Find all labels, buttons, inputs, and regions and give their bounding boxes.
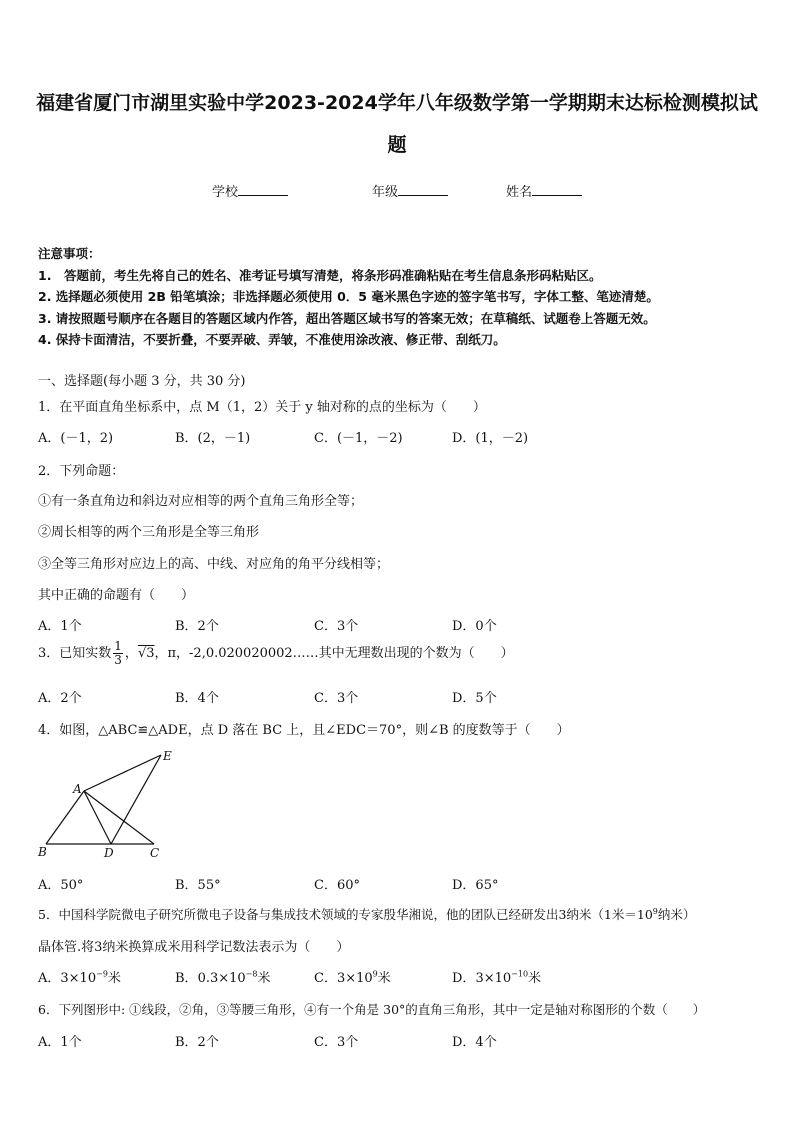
q6-option-d: D．4个 — [452, 1035, 497, 1050]
question-6-stem: 6．下列图形中: ①线段，②角，③等腰三角形，④有一个角是 30°的直角三角形，其中一定是轴对称图形的个数（ ） — [38, 1002, 706, 1017]
segment-ad — [84, 791, 111, 844]
exam-title: 福建省厦门市湖里实验中学2023-2024学年八年级数学第一学期期末达标检测模拟试 — [36, 92, 758, 114]
segment-ae — [84, 755, 161, 791]
school-field: 学校 — [212, 181, 288, 200]
section-heading: 一、选择题(每小题 3 分，共 30 分) — [38, 374, 246, 389]
q3-option-a: A．2个 — [38, 691, 82, 706]
q2-option-d: D．0个 — [452, 619, 497, 634]
label-e: E — [163, 749, 172, 763]
q1-option-d: D．(1，－2) — [452, 431, 529, 446]
q4-option-c: C．60° — [314, 878, 360, 893]
q2-question: 其中正确的命题有（ ） — [38, 588, 195, 603]
q1-option-a: A．(－1，2) — [38, 431, 114, 446]
label-b: B — [38, 845, 47, 859]
q1-option-c: C．(－1，－2) — [314, 431, 403, 446]
q3-option-c: C．3个 — [314, 691, 359, 706]
q2-option-b: B．2个 — [175, 619, 219, 634]
exam-title-continued: 题 — [387, 134, 407, 156]
q4-option-b: B．55° — [175, 878, 221, 893]
name-field: 姓名 — [506, 181, 582, 200]
notes — [38, 243, 659, 351]
segment-ab — [46, 791, 84, 844]
segment-ac — [84, 791, 154, 844]
q2-statement-3: ③全等三角形对应边上的高、中线、对应角的角平分线相等； — [38, 557, 390, 572]
q3-option-b: B．4个 — [175, 691, 219, 706]
q5-option-b: B．$0.3\times 10^{-8}$米 — [175, 969, 271, 986]
q2-option-a: A．1个 — [38, 619, 82, 634]
question-5-stem-line2: 晶体管.将3纳米换算成米用科学记数法表示为（ ） — [38, 940, 350, 955]
question-4-stem: 4．如图，△ABC≌△ADE，点 D 落在 BC 上，且∠EDC＝70°，则∠B 的度数等于（ ） — [38, 723, 570, 738]
note-item: 3. 请按照题号顺序在各题目的答题区域内作答，超出答题区域书写的答案无效；在草稿纸、试题卷上答题无效。 — [38, 310, 656, 326]
q4-option-d: D．65° — [452, 878, 499, 893]
notes-heading: 注意事项： — [38, 246, 101, 261]
question-2-stem: 2．下列命题： — [38, 464, 125, 479]
grade-field: 年级 — [372, 181, 448, 200]
note-item: 4. 保持卡面清洁，不要折叠，不要弄破、弄皱，不准使用涂改液、修正带、刮纸刀。 — [38, 332, 506, 347]
q6-option-c: C．3个 — [314, 1035, 359, 1050]
note-item: 2. 选择题必须使用 2B 铅笔填涂；非选择题必须使用 0．5 毫米黑色字迹的签字笔书写，字体工整、笔迹清楚。 — [38, 289, 659, 304]
q5-option-a: A．$3\times 10^{-9}$米 — [38, 969, 121, 986]
q2-statement-1: ①有一条直角边和斜边对应相等的两个直角三角形全等； — [38, 494, 364, 509]
question-3-stem: 3．已知实数 $\frac{1}{3}$ ，√3，π，-2,0.020020002……其中无理数出现的个数为（ ） — [38, 639, 514, 667]
label-d: D — [104, 846, 114, 860]
triangle-figure — [32, 748, 182, 863]
label-c: C — [150, 846, 160, 860]
q4-option-a: A．50° — [38, 878, 84, 893]
q3-option-d: D．5个 — [452, 691, 497, 706]
q2-option-c: C．3个 — [314, 619, 359, 634]
q6-option-a: A．1个 — [38, 1035, 82, 1050]
q1-option-b: B．(2，－1) — [175, 431, 251, 446]
q2-statement-2: ②周长相等的两个三角形是全等三角形 — [38, 525, 260, 540]
label-a: A — [73, 782, 82, 796]
q6-option-b: B．2个 — [175, 1035, 219, 1050]
note-item: 1. 答题前，考生先将自己的姓名、准考证号填写清楚，将条形码准确粘贴在考生信息条形码粘贴区。 — [38, 267, 602, 283]
question-5-stem: 5．中国科学院微电子研究所微电子设备与集成技术领域的专家殷华湘说，他的团队已经研发出3纳米（1米$=10^9$纳米） — [38, 906, 696, 922]
q5-option-d: D．$3\times 10^{-10}$米 — [452, 969, 542, 986]
q5-option-c: C．$3\times 10^9$米 — [314, 969, 391, 986]
question-1-stem: 1．在平面直角坐标系中，点 M（1，2）关于 y 轴对称的点的坐标为（ ） — [38, 400, 486, 415]
sqrt-three: √3 — [137, 646, 155, 661]
fraction: $\frac{1}{3}$ — [114, 639, 122, 667]
